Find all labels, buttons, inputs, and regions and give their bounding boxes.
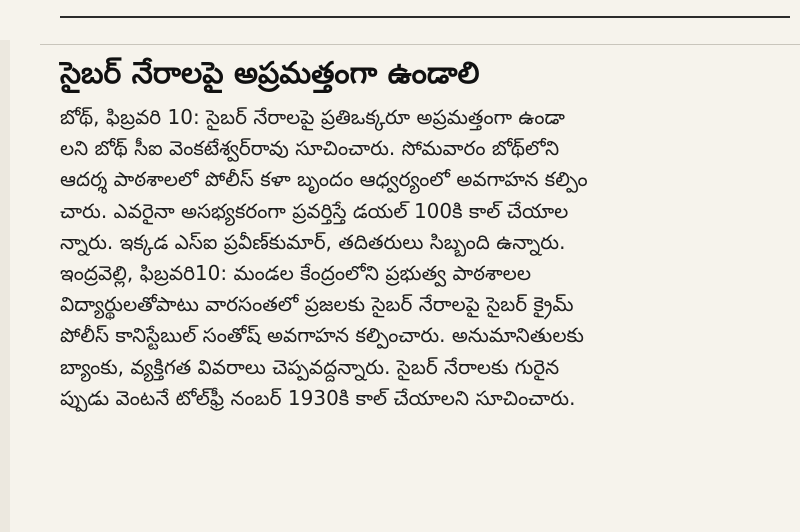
body-line: పోలీస్ కానిస్టేబుల్ సంతోష్ అవగాహన కల్పించారు. అనుమానితులకు xyxy=(60,323,584,348)
body-line: లని బోథ్ సీఐ వెంకటేశ్వర్‌రావు సూచించారు. సోమవారం బోథ్‌లోని xyxy=(60,136,560,161)
body-line: బోథ్, ఫిబ్రవరి 10: సైబర్ నేరాలపై ప్రతిఒక్కరూ అప్రమత్తంగా ఉండా xyxy=(60,105,565,129)
body-line: బ్యాంకు, వ్యక్తిగత వివరాలు చెప్పవద్దన్నారు. సైబర్ నేరాలకు గురైన xyxy=(60,354,560,379)
section-divider xyxy=(40,44,800,45)
body-line: న్నారు. ఇక్కడ ఎస్ఐ ప్రవీణ్‌కుమార్, తదితరులు సిబ్బంది ఉన్నారు. xyxy=(60,229,566,254)
body-line: ప్పుడు వెంటనే టోల్‌ఫ్రీ నంబర్ 1930కి కాల్ చేయాలని సూచించారు. xyxy=(60,385,576,410)
body-line: విద్యార్థులతోపాటు వారసంతలో ప్రజలకు సైబర్ నేరాలపై సైబర్ క్రైమ్ xyxy=(60,292,574,317)
top-rule xyxy=(60,16,790,18)
body-line: ఆదర్శ పాఠశాలలో పోలీస్ కళా బృందం ఆధ్వర్యంలో అవగాహన కల్పిం xyxy=(60,167,588,192)
body-line: చారు. ఎవరైనా అసభ్యకరంగా ప్రవర్తిస్తే డయల్ 100కి కాల్ చేయాల xyxy=(60,198,569,223)
article-headline: సైబర్ నేరాలపై అప్రమత్తంగా ఉండాలి xyxy=(60,56,480,91)
body-line: ఇంద్రవెల్లి, ఫిబ్రవరి10: మండల కేంద్రంలోని ప్రభుత్వ పాఠశాలల xyxy=(60,261,532,286)
article-body xyxy=(60,102,790,414)
left-column-edge xyxy=(0,40,10,532)
